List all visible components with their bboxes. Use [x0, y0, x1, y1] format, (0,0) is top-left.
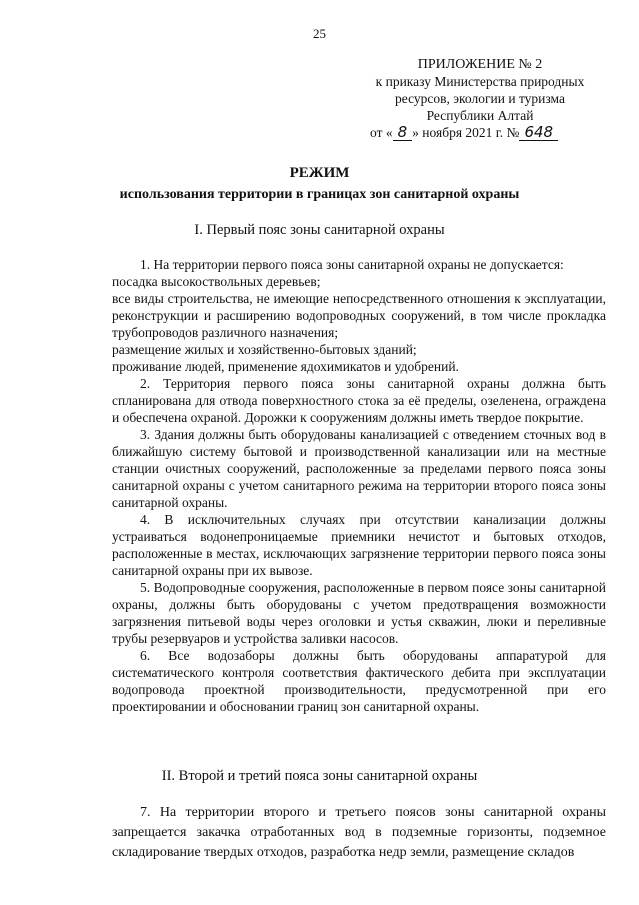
- section-1-title: I. Первый пояс зоны санитарной охраны: [194, 222, 445, 238]
- section-1-body: [112, 256, 606, 715]
- appendix-line-3: Республики Алтай: [426, 108, 534, 123]
- section-2-body: [112, 803, 606, 863]
- document-title: РЕЖИМ: [289, 165, 350, 181]
- appendix-line-2: ресурсов, экологии и туризма: [395, 91, 565, 106]
- order-date-line: [340, 124, 620, 141]
- handwritten-day: 8: [393, 125, 413, 141]
- paragraph: 1. На территории первого пояса зоны санитарной охраны не допускается:: [140, 257, 564, 272]
- paragraph: посадка высокоствольных деревьев;: [112, 274, 321, 289]
- paragraph: 3. Здания должны быть оборудованы канализацией с отведением сточных вод в ближайшую систему бытовой и производственной канализации или на местные станции очистных сооружений, расположенные за пределами первого пояса зоны санитарной охраны с учетом санитарного режима на территории второго пояса зоны санитарной охраны.: [112, 427, 606, 510]
- page-number: 25: [313, 26, 326, 41]
- paragraph: 5. Водопроводные сооружения, расположенные в первом поясе зоны санитарной охраны, должны быть оборудованы с учетом предотвращения возможности загрязнения питьевой воды через оголовки и устья скважин, люки и переливные трубы резервуаров и устройства заливки насосов.: [112, 580, 606, 646]
- appendix-header: [340, 56, 620, 141]
- paragraph: 6. Все водозаборы должны быть оборудованы аппаратурой для систематического контроля соответствия фактического дебита при эксплуатации водопровода проектной производительности, предусмотренной при его проектировании и обосновании границ зон санитарной охраны.: [112, 648, 606, 714]
- appendix-line-1: к приказу Министерства природных: [375, 74, 585, 89]
- paragraph: проживание людей, применение ядохимикатов и удобрений.: [112, 359, 459, 374]
- paragraph: все виды строительства, не имеющие непосредственного отношения к эксплуатации, реконструкции и расширению водопроводных сооружений, в том числе прокладка трубопроводов различного назначения;: [112, 291, 606, 340]
- paragraph: 2. Территория первого пояса зоны санитарной охраны должна быть спланирована для отвода поверхностного стока за её пределы, озеленена, ограждена и обеспечена охраной. Дорожки к сооружениям должны иметь твердое покрытие.: [112, 376, 606, 425]
- paragraph: размещение жилых и хозяйственно-бытовых зданий;: [112, 342, 417, 357]
- handwritten-order-number: 648: [519, 125, 558, 141]
- document-subtitle: использования территории в границах зон санитарной охраны: [119, 187, 520, 202]
- paragraph: 7. На территории второго и третьего поясов зоны санитарной охраны запрещается закачка отработанных вод в подземные горизонты, подземное складирование твердых отходов, разработка недр земли, размещение складов: [112, 805, 606, 860]
- appendix-title: ПРИЛОЖЕНИЕ № 2: [417, 57, 543, 72]
- paragraph: 4. В исключительных случаях при отсутствии канализации должны устраиваться водонепроницаемые приемники нечистот и бытовых отходов, расположенные в местах, исключающих загрязнение территории первого пояса зоны санитарной охраны при их вывозе.: [112, 512, 606, 578]
- date-mid: » ноября 2021 г. №: [412, 125, 520, 140]
- section-2-title: II. Второй и третий пояса зоны санитарной охраны: [161, 768, 478, 784]
- date-prefix: от «: [370, 125, 393, 140]
